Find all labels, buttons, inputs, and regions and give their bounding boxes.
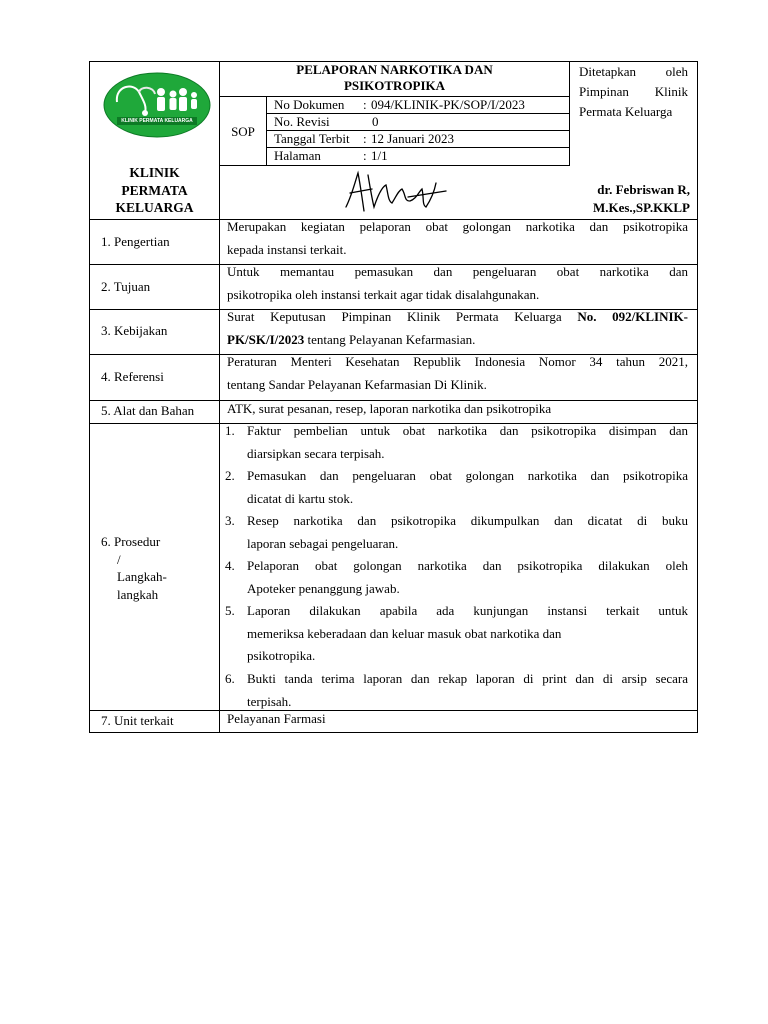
signature	[338, 167, 450, 217]
signature-graphic	[338, 167, 450, 217]
procedure-step-5: 5. Laporan dilakukan apabila ada kunjungan instansi terkait untuk memeriksa keberadaan dan keluar masuk obat narkotika dan psikotropika.	[225, 603, 688, 663]
doc-field-halaman	[274, 148, 569, 164]
logo-text: KLINIK PERMATA KELUARGA	[121, 118, 193, 124]
clinic-logo-graphic	[103, 72, 211, 138]
doc-field-sep: :	[363, 97, 367, 112]
procedure-step-1: 1. Faktur pembelian untuk obat narkotika dan psikotropika disimpan dan diarsipkan secara terpisah.	[225, 423, 688, 461]
row-label-kebijakan: 3. Kebijakan	[101, 323, 168, 338]
clinic-logo	[103, 72, 211, 138]
procedure-step-3: 3. Resep narkotika dan psikotropika dikumpulkan dan dicatat di buku laporan sebagai pengeluaran.	[225, 513, 688, 551]
row-label-pengertian: 1. Pengertian	[101, 234, 170, 249]
row-label-alat-bahan: 5. Alat dan Bahan	[101, 403, 195, 418]
clinic-name-line3: KELUARGA	[115, 200, 194, 215]
signer-line2: M.Kes.,SP.KKLP	[592, 200, 690, 215]
ditetapkan-line1: Ditetapkan oleh	[579, 64, 688, 79]
sop-label: SOP	[231, 124, 255, 139]
document-title	[220, 62, 569, 94]
doc-field-label: Halaman	[274, 148, 321, 163]
doc-field-sep: :	[363, 131, 367, 146]
doc-field-value: 0	[372, 114, 379, 129]
signer-line1: dr. Febriswan R,	[597, 182, 690, 197]
row-label-unit-terkait: 7. Unit terkait	[101, 713, 174, 728]
row-content-referensi: Peraturan Menteri Kesehatan Republik Indonesia Nomor 34 tahun 2021, tentang Sandar Pelayanan Kefarmasian Di Klinik.	[227, 354, 688, 392]
row-content-pengertian: Merupakan kegiatan pelaporan obat golongan narkotika dan psikotropika kepada instansi terkait.	[227, 219, 688, 257]
clinic-name-line1: KLINIK	[129, 165, 180, 180]
ditetapkan-line3: Permata Keluarga	[579, 104, 673, 119]
doc-field-value: 094/KLINIK-PK/SOP/I/2023	[371, 97, 525, 112]
row-content-kebijakan: Surat Keputusan Pimpinan Klinik Permata Keluarga No. 092/KLINIK- PK/SK/I/2023 tentang Pelayanan Kefarmasian.	[227, 309, 688, 347]
signer-name	[571, 181, 690, 217]
title-line1: PELAPORAN NARKOTIKA DAN	[296, 62, 493, 77]
row-content-alat-bahan: ATK, surat pesanan, resep, laporan narkotika dan psikotropika	[227, 401, 552, 416]
row-label-prosedur: 6. Prosedur / Langkah- langkah	[101, 534, 167, 602]
ditetapkan-line2: Pimpinan Klinik	[579, 84, 688, 99]
procedure-step-2: 2. Pemasukan dan pengeluaran obat golongan narkotika dan psikotropika dicatat di kartu stok.	[225, 468, 688, 506]
row-content-tujuan: Untuk memantau pemasukan dan pengeluaran obat narkotika dan psikotropika oleh instansi terkait agar tidak disalahgunakan.	[227, 264, 688, 302]
clinic-name-line2: PERMATA	[121, 182, 188, 198]
doc-field-sep: :	[363, 148, 367, 163]
procedure-step-4: 4. Pelaporan obat golongan narkotika dan psikotropika dilakukan oleh Apoteker penanggung jawab.	[225, 558, 688, 596]
doc-field-label: Tanggal Terbit	[274, 131, 350, 146]
doc-field-value: 1/1	[371, 148, 388, 163]
doc-field-value: 12 Januari 2023	[371, 131, 455, 146]
doc-field-tanggal-terbit	[274, 131, 569, 147]
row-label-referensi: 4. Referensi	[101, 369, 164, 384]
doc-field-no-dokumen	[274, 97, 569, 113]
row-label-tujuan: 2. Tujuan	[101, 279, 151, 294]
title-line2: PSIKOTROPIKA	[343, 78, 446, 93]
ditetapkan-block	[579, 62, 688, 122]
procedure-step-6: 6. Bukti tanda terima laporan dan rekap laporan di print dan di arsip secara terpisah.	[225, 671, 688, 709]
doc-field-label: No. Revisi	[274, 114, 330, 129]
clinic-name	[90, 164, 219, 217]
doc-field-label: No Dokumen	[274, 97, 345, 112]
row-content-unit-terkait: Pelayanan Farmasi	[227, 711, 326, 726]
doc-field-no-revisi	[274, 114, 569, 130]
